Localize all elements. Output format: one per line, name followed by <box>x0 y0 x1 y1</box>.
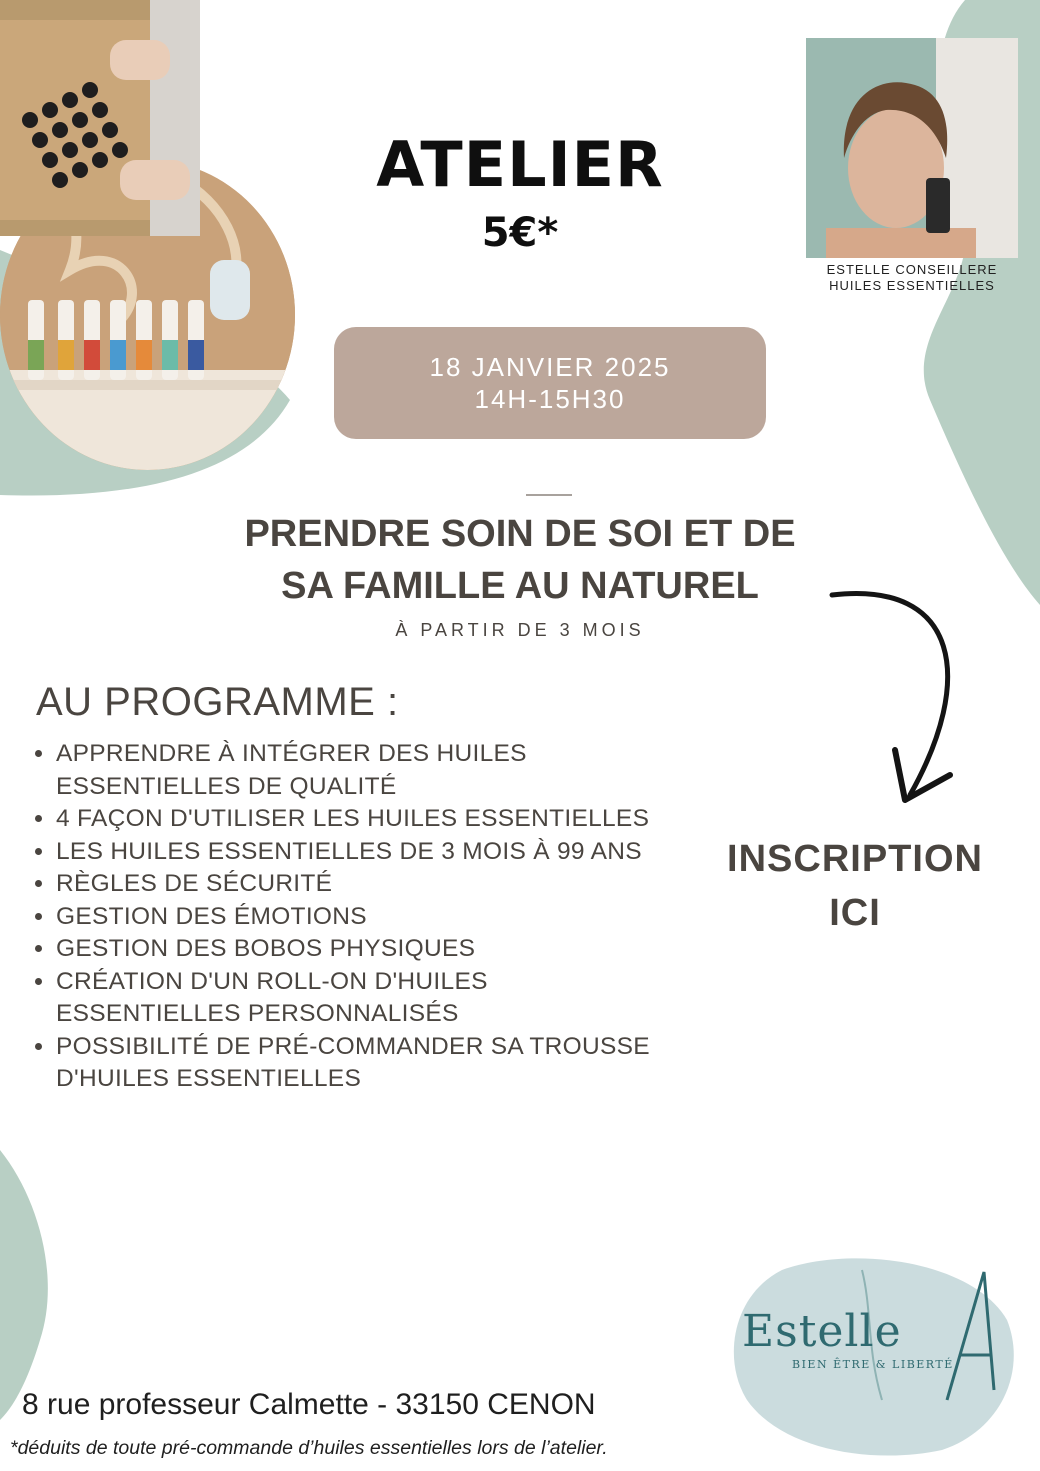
programme-title: AU PROGRAMME : <box>36 680 399 724</box>
divider <box>526 494 572 496</box>
date-box <box>334 327 766 439</box>
arrow-curve <box>832 594 948 795</box>
programme-list <box>24 738 656 1096</box>
photo-caption <box>806 262 1018 294</box>
essential-oil-box-photo <box>0 0 200 236</box>
caption-line-2: HUILES ESSENTIELLES <box>829 278 995 293</box>
logo-tagline: BIEN ÊTRE & LIBERTÉ <box>792 1358 954 1371</box>
inscription-line-2: ICI <box>829 892 881 934</box>
headline <box>150 508 890 612</box>
estelle-portrait-photo <box>806 38 1018 258</box>
bottom-left-blob <box>0 1150 48 1420</box>
footnote: *déduits de toute pré-commande d’huiles essentielles lors de l’atelier. <box>10 1437 608 1459</box>
list-item: • APPRENDRE À INTÉGRER DES HUILES ESSENTIELLES DE QUALITÉ <box>56 738 656 803</box>
address: 8 rue professeur Calmette - 33150 CENON <box>22 1388 596 1421</box>
list-item: • RÈGLES DE SÉCURITÉ <box>56 868 656 901</box>
list-item: • GESTION DES BOBOS PHYSIQUES <box>56 933 656 966</box>
price-label: 5€* <box>481 210 559 256</box>
list-item: • POSSIBILITÉ DE PRÉ-COMMANDER SA TROUSSE D'HUILES ESSENTIELLES <box>56 1031 656 1096</box>
list-item: • GESTION DES ÉMOTIONS <box>56 901 656 934</box>
list-item: • CRÉATION D'UN ROLL-ON D'HUILES ESSENTIELLES PERSONNALISÉS <box>56 966 656 1031</box>
page-title: ATELIER <box>376 128 664 201</box>
caption-line-1: ESTELLE CONSEILLERE <box>826 262 998 277</box>
logo-name: Estelle <box>742 1306 902 1357</box>
event-date: 18 JANVIER 2025 <box>429 352 671 382</box>
age-subtitle: À PARTIR DE 3 MOIS <box>395 620 645 640</box>
list-item: • LES HUILES ESSENTIELLES DE 3 MOIS À 99 ANS <box>56 836 656 869</box>
headline-line-2: SA FAMILLE AU NATUREL <box>281 565 759 607</box>
inscription-link[interactable] <box>690 832 1020 940</box>
inscription-line-1: INSCRIPTION <box>727 838 983 880</box>
headline-line-1: PRENDRE SOIN DE SOI ET DE <box>244 513 796 555</box>
event-time: 14H-15H30 <box>474 384 626 414</box>
list-item: • 4 FAÇON D'UTILISER LES HUILES ESSENTIELLES <box>56 803 656 836</box>
